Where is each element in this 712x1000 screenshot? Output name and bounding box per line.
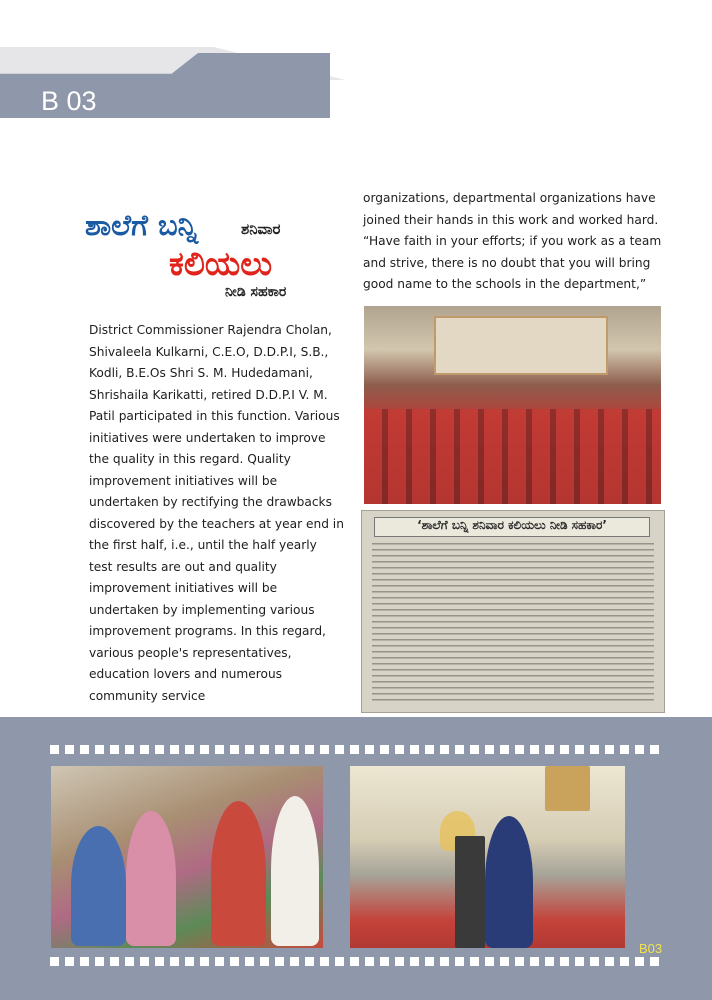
headline-line-3: ನೀಡಿ ಸಹಕಾರ: [225, 284, 287, 300]
article-right-column: organizations, departmental organizations have joined their hands in this work and worked hard. “Have faith in your efforts; if you work as a team and strive, there is no doubt that you will bring good name to the schools in the department,”: [363, 191, 662, 291]
person-figure: [271, 796, 319, 946]
film-strip-bottom: [50, 957, 662, 966]
photo-speaker-podium: [350, 766, 625, 948]
wall-portrait: [545, 766, 590, 811]
stage-backdrop: [434, 316, 608, 375]
film-strip-top: [50, 745, 662, 754]
photo-auditorium-audience: [364, 306, 661, 504]
article-left-column: District Commissioner Rajendra Cholan, Shivaleela Kulkarni, C.E.O, D.D.P.I, S.B., Kodli, B.E.Os Shri S. M. Hudedamani, Shrishaila Karikatti, retired D.D.P.I V. M. Patil participated in this function. Various initiatives were undertaken to improve the quality in this regard. Quality improvement initiatives will be undertaken by rectifying the drawbacks discovered by the teachers at year end in the first half, i.e., until the half yearly test results are out and quality improvement initiatives will be undertaken by implementing various improvement programs. In this regard, various people's representatives, education lovers and numerous community service: [89, 323, 344, 703]
audience-chairs: [364, 409, 661, 504]
page-code: B03: [639, 941, 663, 956]
headline-line-1-suffix: ಶನಿವಾರ: [241, 220, 281, 238]
clipping-title: ‘ಶಾಲೆಗೆ ಬನ್ನಿ ಶನಿವಾರ ಕಲಿಯಲು ನೀಡಿ ಸಹಕಾರ’: [374, 517, 650, 537]
podium: [455, 836, 485, 948]
person-figure: [71, 826, 126, 946]
newspaper-clipping: [361, 510, 665, 713]
speaker-figure: [485, 816, 533, 948]
section-label: B 03: [41, 86, 97, 116]
headline-line-1: ಶಾಲೆಗೆ ಬನ್ನಿ: [85, 208, 198, 242]
person-figure: [126, 811, 176, 946]
clipping-text-columns: [372, 543, 654, 705]
photo-meeting-group: [51, 766, 323, 948]
headline-line-2: ಕಲಿಯಲು: [169, 244, 273, 283]
headline-graphic: [85, 208, 340, 308]
person-figure: [211, 801, 266, 946]
